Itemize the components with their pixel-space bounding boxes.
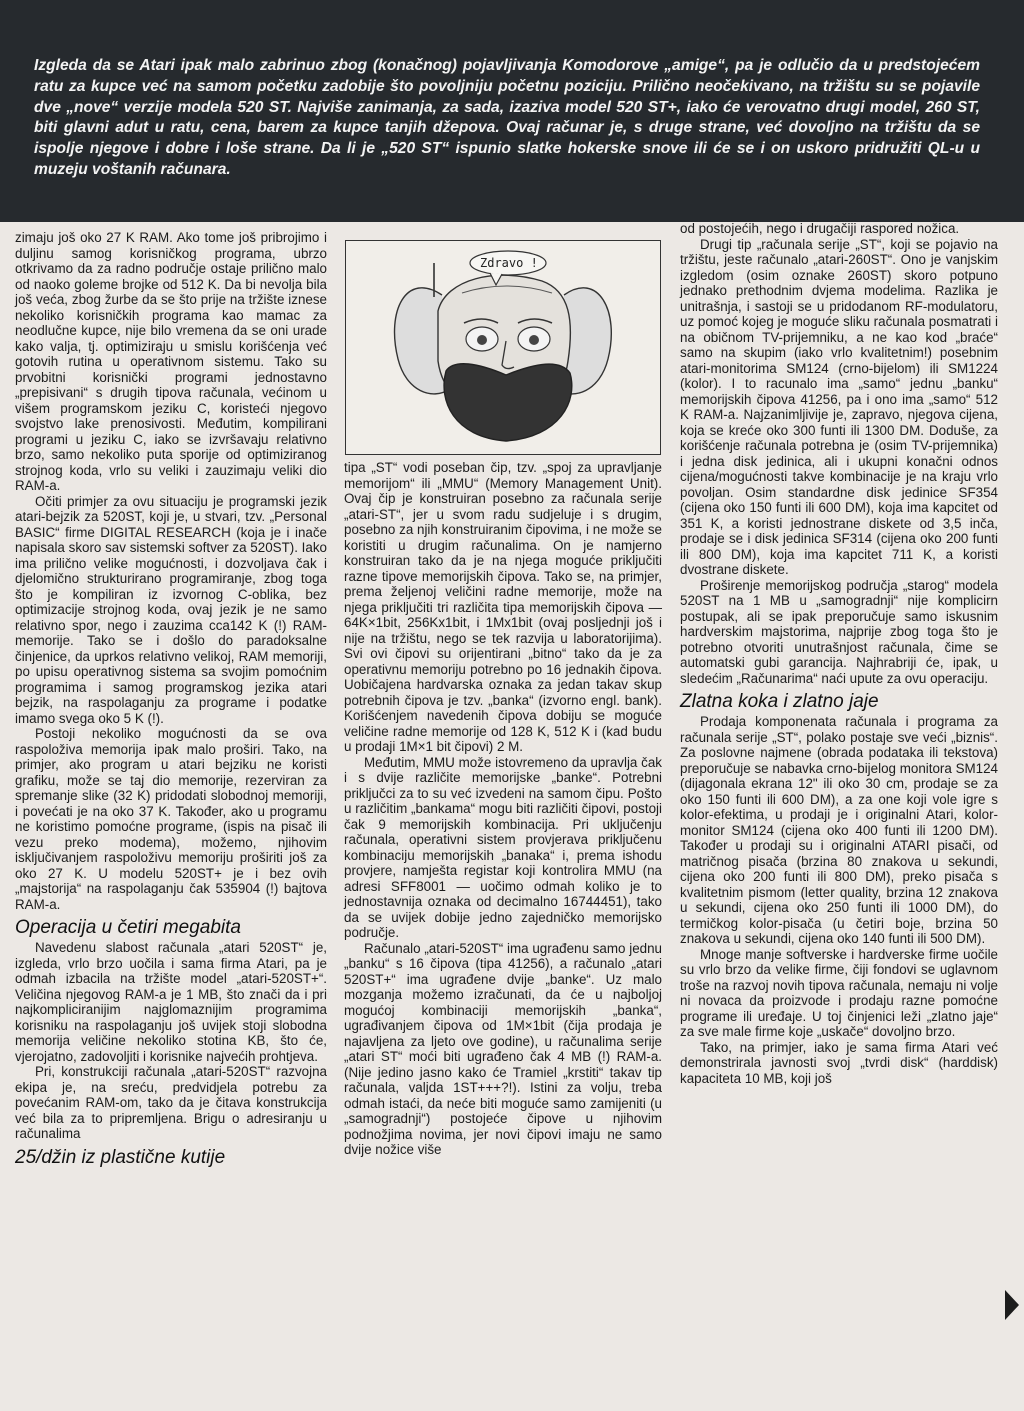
intro-banner (0, 0, 1024, 222)
paragraph: Međutim, MMU može istovremeno da upravlja čak i s dvije različite memorijske „banke“. Potrebni priključci za to su već izvedeni na samom čipu. Pošto u različitim „bankama“ mogu biti različiti čipovi, postoji čak 9 memorijskih kombinacija. Pri uključenju računala, operativni sistem provjerava priključenu kombinaciju memorijskih „banaka“ i, prema ishodu provjere, namješta registar koji kontrolira MMU (na adresi SFF8001 — uočimo odmah koliko je to jednostavnija oznaka od decimalno 16744451), tako da se uvijek dobije jedno zajedničko memorijsko područje. (344, 754, 662, 940)
paragraph: zimaju još oko 27 K RAM. Ako tome još pribrojimo i duljinu samog korisničkog programa, ubrzo otkrivamo da za radno područje ostaje prilično malo od naoko goleme brojke od 512 K. Da bi nevolja bila još veća, zbog žurbe da se što prije na tržište iznese nekoliko korisničkih programa kao mamac za neodlučne kupce, nije bilo vremena da se oni urade kako valja, tj. optimiziraju u smislu korišćenja već gotovih rutina u operativnom sistemu. Tako su prvobitni korisnički programi jednostavno „prepisivani“ s drugih tipova računala, većinom u višem programskom jeziku C, koristeći njegovo svojstvo lake prenosivosti. Međutim, kompilirani programi u jeziku C, iako se izvršavaju relativno brzo, samo nekoliko puta sporije od optimiziranog strojnog koda, vrlo su veliki i zauzimaju veliki dio RAM-a. (15, 230, 327, 493)
column-right (680, 221, 998, 1086)
paragraph: Očiti primjer za ovu situaciju je programski jezik atari-bejzik za 520ST, koji je, u stvari, tzv. „Personal BASIC“ firme DIGITAL RESEARCH (koja je i inače napisala skoro sav sistemski softver za 520ST). Iako ima prilično velike mogućnosti, i dozvoljava čak i djelomično strukturirano programiranje, zbog toga što je kompiliran iz izvornog C-oblika, bez optimizacije strojnog koda, ovaj jezik je ne samo relativno spor, nego i zauzima cca142 K (!) RAM-memorije. Tako se i došlo do paradoksalne činjenice, da uprkos relativno velikoj, RAM memoriji, po upisu operativnog sistema sa svojim pomoćnim programima i samog programskog jezika atari bejzik, na raspolaganju za programe i podatke imamo svega oko 5 K (!). (15, 493, 327, 726)
paragraph: Postoji nekoliko mogućnosti da se ova raspoloživa memorija ipak malo proširi. Tako, na primjer, ako program u atari bejziku ne koristi grafiku, može se taj dio memorije, rezerviran za spremanje slike (32 K) pridodati slobodnoj memoriji, i povećati je na oko 37 K. Također, ako u programu ne koristimo pomoćne programe, (ispis na pisač ili vezu preko modema), možemo, njihovim isključivanjem raspoloživu memoriju proširiti još za oko 27 K. U modelu 520ST+ je i bez ovih „majstorija“ na raspolaganju čak 535904 (!) bajtova RAM-a. (15, 726, 327, 912)
intro-text: Izgleda da se Atari ipak malo zabrinuo zbog (konačnog) pojavljivanja Komodorove „amige“, pa je odlučio da u predstojećem ratu za kupce već na samom početku zadobije što povoljniju početnu poziciju. Prilično neočekivano, na tržištu su se pojavile dve „nove“ verzije modela 520 ST. Najviše zanimanja, za sada, izaziva model 520 ST+, iako će verovatno drugi model, 260 ST, biti glavni adut u ratu, cena, barem za kupce tanjih džepova. Ovaj računar je, s druge strane, već dovoljno na tržištu da se ispolje njegove i dobre i loše strane. Da li je „520 ST“ ispunio slatke hokerske snove ili će se i on uskoro pridružiti QL-u u muzeju voštanih računara. (34, 57, 980, 178)
paragraph: Prodaja komponenata računala i programa za računala serije „ST“, polako postaje sve veći „biznis“. Za poslovne najmene (obrada podataka ili tekstova) preporučuje se nabavka crno-bijelog monitora SM124 (dijagonala ekrana 12" ili oko 30 cm, prodaje se za oko 150 funti ili 600 DM), a za one koji vole igre s kolor-efektima, u prodaji je i originalni Atari, kolor-monitor SM124 (cijena oko 400 funti ili 1200 DM). Također u prodaji su i originalni ATARI pisači, od matričnog pisača (brzina 80 znakova u sekundi, cijena oko 200 funti ili 800 DM), preko pisača s kvalitetnim pismom (letter quality, brzina 12 znakova u sekundi, cijena oko 250 funti ili 1000 DM), do termičkog kolor-pisača (u četiri boje, brzina 50 znakova u sekundi, cijena oko 140 funti ili 500 DM). (680, 714, 998, 946)
paragraph: Mnoge manje softverske i hardverske firme uočile su vrlo brzo da velike firme, čiji fondovi se uglavnom troše na razvoj novih tipova računala, nemaju ni volje ni novaca da proizvode i prodaju razne pomoćne programe ili uređaje. U toj činjenici leži „zlatno jaje“ za sve male firme koje „uskače“ dovoljno brzo. (680, 946, 998, 1039)
paragraph: Navedenu slabost računala „atari 520ST“ je, izgleda, vrlo brzo uočila i sama firma Atari, pa je odmah izbacila na tržište model „atari-520ST+“. Veličina njegovog RAM-a je 1 MB, što znači da i pri najkompliciranijim najglomaznijim programima korisniku na raspolaganju još uvijek stoji slobodna memorija veličine nekoliko stotina KB, što će, vjerojatno, zadovoljiti i korisnike najvećih prohtjeva. (15, 940, 327, 1064)
paragraph: Pri, konstrukciji računala „atari-520ST“ razvojna ekipa je, na sreću, predvidjela potrebu za povećanim RAM-om, tako da je čitava konstrukcija već bila za to pripremljena. Brigu o adresiranju u računalima (15, 1064, 327, 1141)
section-heading: Zlatna koka i zlatno jaje (680, 691, 879, 712)
paragraph: tipa „ST“ vodi poseban čip, tzv. „spoj za upravljanje memorijom“ ili „MMU“ (Memory Management Unit). Ovaj čip je konstruiran posebno za računala serije „atari-ST“, jer u svom radu sudjeluje i s drugim, posebno za njih konstruiranim čipovima, i ne može se koristiti u drugim računalima. On je namjerno konstruiran tako da je na njega moguće priključiti razne tipove memorijskih čipova. Tako se, na primjer, prema željenoj veličini radne memorije, može na njega priključiti tri različita tipa memorijskih čipova — 64K×1bit, 256Kx1bit, i 1Mx1bit (ovaj posljednji još i nije na tržištu, nego se tek razvija u laboratorijima). Svi ovi čipovi su orijentirani „bitno“ tako da je za operativnu memoriju potrebno po 16 jednakih čipova. Uobičajena hardvarska oznaka za jedan takav skup potrebnih čipova je tzv. „banka“ (izvorno engl. bank). Korišćenjem navedenih čipova dobiju se moguće veličine radne memorije od 128 K, 512 K i (kad budu u prodaji 1M×1 bit čipovi) 2 M. (344, 460, 662, 754)
paragraph: Tako, na primjer, iako je sama firma Atari već demonstrirala javnosti svoj „tvrdi disk“ (harddisk) kapaciteta 10 MB, koji još (680, 1039, 998, 1086)
column-left (15, 230, 327, 1170)
section-heading: Operacija u četiri megabita (15, 917, 241, 938)
paragraph: od postojećih, nego i drugačiji raspored nožica. (680, 221, 960, 236)
column-middle (344, 460, 662, 1158)
paragraph: Računalo „atari-520ST“ ima ugrađenu samo jednu „banku“ s 16 čipova (tipa 41256), a računalo „atari 520ST+“ ima ugrađene dvije „banke“. Uz malo mozganja možemo izračunati, da će u najboljoj mogućoj kombinaciji memorijskih „banka“, ugrađivanjem čipova od 1M×1bit (čija prodaja je najavljena za ljeto ove godine), u računalima serije „atari ST“ moći biti ugrađeno čak 4 MB (!) RAM-a. (Nije jedino jasno kako će Tramiel „krstiti“ takav tip računala, valjda 1ST+++?!). Istini za volju, treba odmah istaći, da neće biti moguće samo zamijeniti (u „samogradnji“) postojeće čipove u njihovim podnožjima novima, jer novi čipovi imaju ne samo dvije nožice više (344, 940, 662, 1157)
speech-bubble-text: Zdravo ! (480, 256, 538, 270)
paragraph: Proširenje memorijskog područja „starog“ modela 520ST na 1 MB u „samogradnji“ nije komplicirn postupak, ali se ipak preporučuje samo iskusnim hardverskim majstorima, najprije zbog toga što je potrebno otvoriti unutrašnjost računala, čime se automatski gubi garancija. Najhrabriji će, ipak, u sledećim „Računarima“ naći upute za ovu operaciju. (680, 577, 998, 686)
section-heading: 25/džin iz plastične kutije (15, 1146, 226, 1168)
paragraph: Drugi tip „računala serije „ST“, koji se pojavio na tržištu, jeste računalo „atari-260ST“. Ono je vanjskim izgledom (osim oznake 260ST) skoro potpuno jednako prethodnim dvjema modelima. Razlika je unitrašnja, i sastoji se u pridodanom RF-modulatoru, uz pomoć kojeg je moguće sliku računala posmatrati i na običnom TV-prijemniku, a ne kao kod „braće“ samo na skupim (iako vrlo kvalitetnim!) posebnim atari-monitorima SM124 (crno-bijelom) ili SM1224 (kolor). I to racunalo ima „samo“ jednu „banku“ memorijskih čipova 41256, pa i ono ima „samo“ 512 K RAM-a. Najzanimljivije je, zapravo, njegova cijena, koja se kreće oko 300 funti ili 1300 DM. Doduše, za korišćenje računala potrebna je (osim TV-prijemnika) i jedna disk jedinica, ali i ukupni konačni odnos cijena/mogućnosti takve kombinacije je na kraju vrlo povoljan. Osim standardne disk jedinice SF354 (cijena oko 150 funti ili 600 DM), koja ima kapcitet od 351 K, a koristi jednostrane diskete od 3,5 inča, prodaje se i disk jedinica SF314 (cijena oko 200 funti ili 800 DM), koja ima kapcitet 711 K, a koristi dvostrane diskete. (680, 236, 998, 577)
continue-arrow-icon (1003, 1288, 1021, 1322)
cartoon-face-drawing (346, 241, 659, 453)
cartoon-illustration (345, 240, 661, 455)
